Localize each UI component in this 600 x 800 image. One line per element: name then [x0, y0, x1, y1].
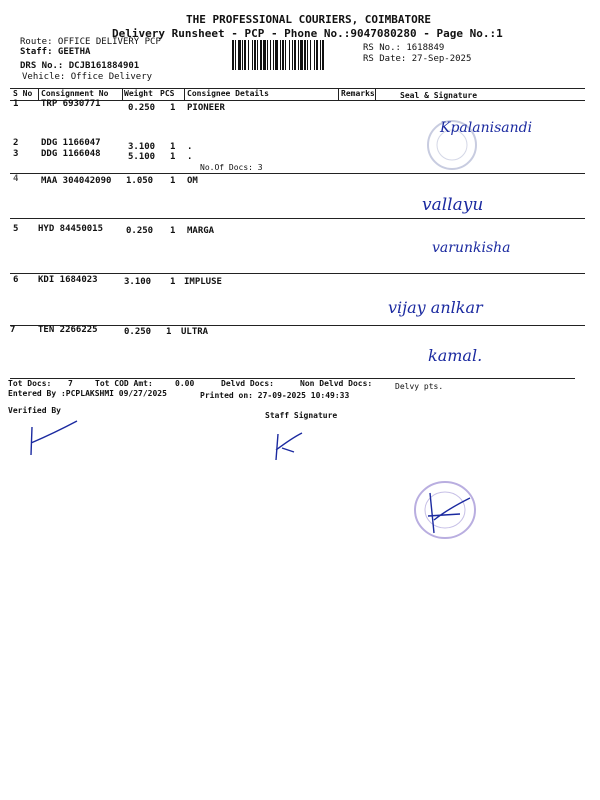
entered-by: Entered By :PCPLAKSHMI 09/27/2025 — [8, 389, 167, 398]
barcode-bar — [267, 40, 268, 70]
barcode-bar — [310, 40, 311, 70]
printed-on: Printed on: 27-09-2025 10:49:33 — [200, 391, 350, 400]
company-name: THE PROFESSIONAL COURIERS, COIMBATORE — [186, 13, 432, 26]
table-row-consignee: IMPLUSE — [184, 277, 222, 287]
table-row-sno: 7 — [10, 325, 16, 335]
table-row-weight: 3.100 — [124, 277, 152, 287]
signature-row-1: Kpalanisandi — [440, 120, 533, 136]
delvy-pts: Delvy pts. — [395, 382, 444, 391]
barcode-bar — [257, 40, 258, 70]
signature-row-6: vijay anlkar — [388, 298, 483, 317]
table-row-consignee: MARGA — [187, 226, 215, 236]
table-row-consignee: . — [187, 152, 193, 162]
no-of-docs: No.Of Docs: 3 — [200, 163, 263, 172]
col-seal-signature: Seal & Signature — [400, 91, 478, 100]
staff-signature-mark — [272, 430, 312, 465]
table-row-pcs: 1 — [170, 142, 176, 152]
table-row-pcs: 1 — [170, 103, 176, 113]
barcode-bar — [273, 40, 274, 70]
table-row-weight: 5.100 — [128, 152, 156, 162]
route-label: Route: OFFICE DELIVERY PCP — [20, 37, 161, 47]
table-row-sno: 5 — [13, 224, 19, 234]
barcode-bar — [298, 40, 299, 70]
col-consignment: Consignment No — [41, 89, 109, 98]
rs-date: RS Date: 27-Sep-2025 — [363, 54, 472, 64]
table-row-weight: 1.050 — [126, 176, 154, 186]
non-delvd-docs: Non Delvd Docs: — [300, 379, 373, 388]
barcode-bar — [254, 40, 256, 70]
table-row-sno: 3 — [13, 149, 19, 159]
table-row-cn: MAA 304042090 — [41, 176, 112, 186]
table-row-weight: 0.250 — [128, 103, 156, 113]
verified-by-label: Verified By — [8, 406, 61, 415]
tot-docs-value: 7 — [68, 379, 73, 388]
table-row-cn: HYD 84450015 — [38, 224, 104, 234]
barcode-bar — [289, 40, 290, 70]
barcode-bar — [285, 40, 286, 70]
table-row-weight: 3.100 — [128, 142, 156, 152]
col-consignee: Consignee Details — [187, 89, 269, 98]
table-row-cn: KDI 1684023 — [38, 275, 98, 285]
barcode-bar — [238, 40, 241, 70]
signature-row-7: kamal. — [428, 346, 483, 365]
table-row-sno: 6 — [13, 275, 19, 285]
rs-number: RS No.: 1618849 — [363, 43, 445, 53]
col-pcs: PCS — [160, 89, 175, 98]
barcode-bar — [300, 40, 303, 70]
table-row-sno: 2 — [13, 138, 19, 148]
table-row-cn: DDG 1166047 — [41, 138, 101, 148]
table-row-weight: 0.250 — [126, 226, 154, 236]
table-row-sno: 4 — [13, 174, 19, 184]
barcode-bar — [280, 40, 281, 70]
table-row-weight: 0.250 — [124, 327, 152, 337]
signature-row-5: varunkisha — [432, 240, 511, 256]
barcode-bar — [244, 40, 246, 70]
table-row-pcs: 1 — [170, 152, 176, 162]
table-row-cn: TRP 6930771 — [41, 99, 101, 109]
barcode-bar — [307, 40, 308, 70]
table-row-consignee: PIONEER — [187, 103, 225, 113]
barcode-bar — [320, 40, 321, 70]
col-sno: S No — [13, 89, 33, 98]
vehicle-label: Vehicle: Office Delivery — [22, 72, 153, 82]
table-row-cn: DDG 1166048 — [41, 149, 101, 159]
drs-number: DRS No.: DCJB161884901 — [20, 61, 140, 71]
barcode-bar — [304, 40, 306, 70]
barcode-bar — [252, 40, 253, 70]
table-row-sno: 1 — [13, 99, 19, 109]
barcode-bar — [322, 40, 324, 70]
barcode-bar — [316, 40, 318, 70]
barcode-bar — [294, 40, 296, 70]
barcode-bar — [232, 40, 234, 70]
barcode-bar — [260, 40, 262, 70]
table-row-pcs: 1 — [166, 327, 172, 337]
verified-by-signature — [25, 415, 85, 460]
barcode-bar — [282, 40, 284, 70]
barcode-bar — [275, 40, 278, 70]
barcode-bar — [248, 40, 249, 70]
tot-docs-label: Tot Docs: — [8, 379, 52, 388]
cod-value: 0.00 — [175, 379, 195, 388]
col-weight: Weight — [124, 89, 153, 98]
barcode-bar — [314, 40, 315, 70]
delvd-docs: Delvd Docs: — [221, 379, 274, 388]
table-row-consignee: OM — [187, 176, 198, 186]
table-row-pcs: 1 — [170, 226, 176, 236]
table-row-pcs: 1 — [170, 277, 176, 287]
barcode-bar — [292, 40, 293, 70]
office-stamp — [410, 478, 480, 543]
runsheet-title: Delivery Runsheet - PCP - Phone No.:9047080280 - Page No.:1 — [112, 27, 503, 40]
barcode — [232, 40, 357, 70]
barcode-bar — [235, 40, 236, 70]
col-remarks: Remarks — [341, 89, 375, 98]
barcode-bar — [263, 40, 266, 70]
table-row-consignee: ULTRA — [181, 327, 209, 337]
barcode-bar — [270, 40, 271, 70]
staff-label: Staff: GEETHA — [20, 47, 91, 57]
table-row-pcs: 1 — [170, 176, 176, 186]
cod-label: Tot COD Amt: — [95, 379, 153, 388]
table-row-consignee: . — [187, 142, 193, 152]
table-row-cn: TEN 2266225 — [38, 325, 98, 335]
signature-row-4: vallayu — [422, 195, 484, 215]
barcode-bar — [242, 40, 243, 70]
staff-signature-label: Staff Signature — [265, 411, 338, 420]
